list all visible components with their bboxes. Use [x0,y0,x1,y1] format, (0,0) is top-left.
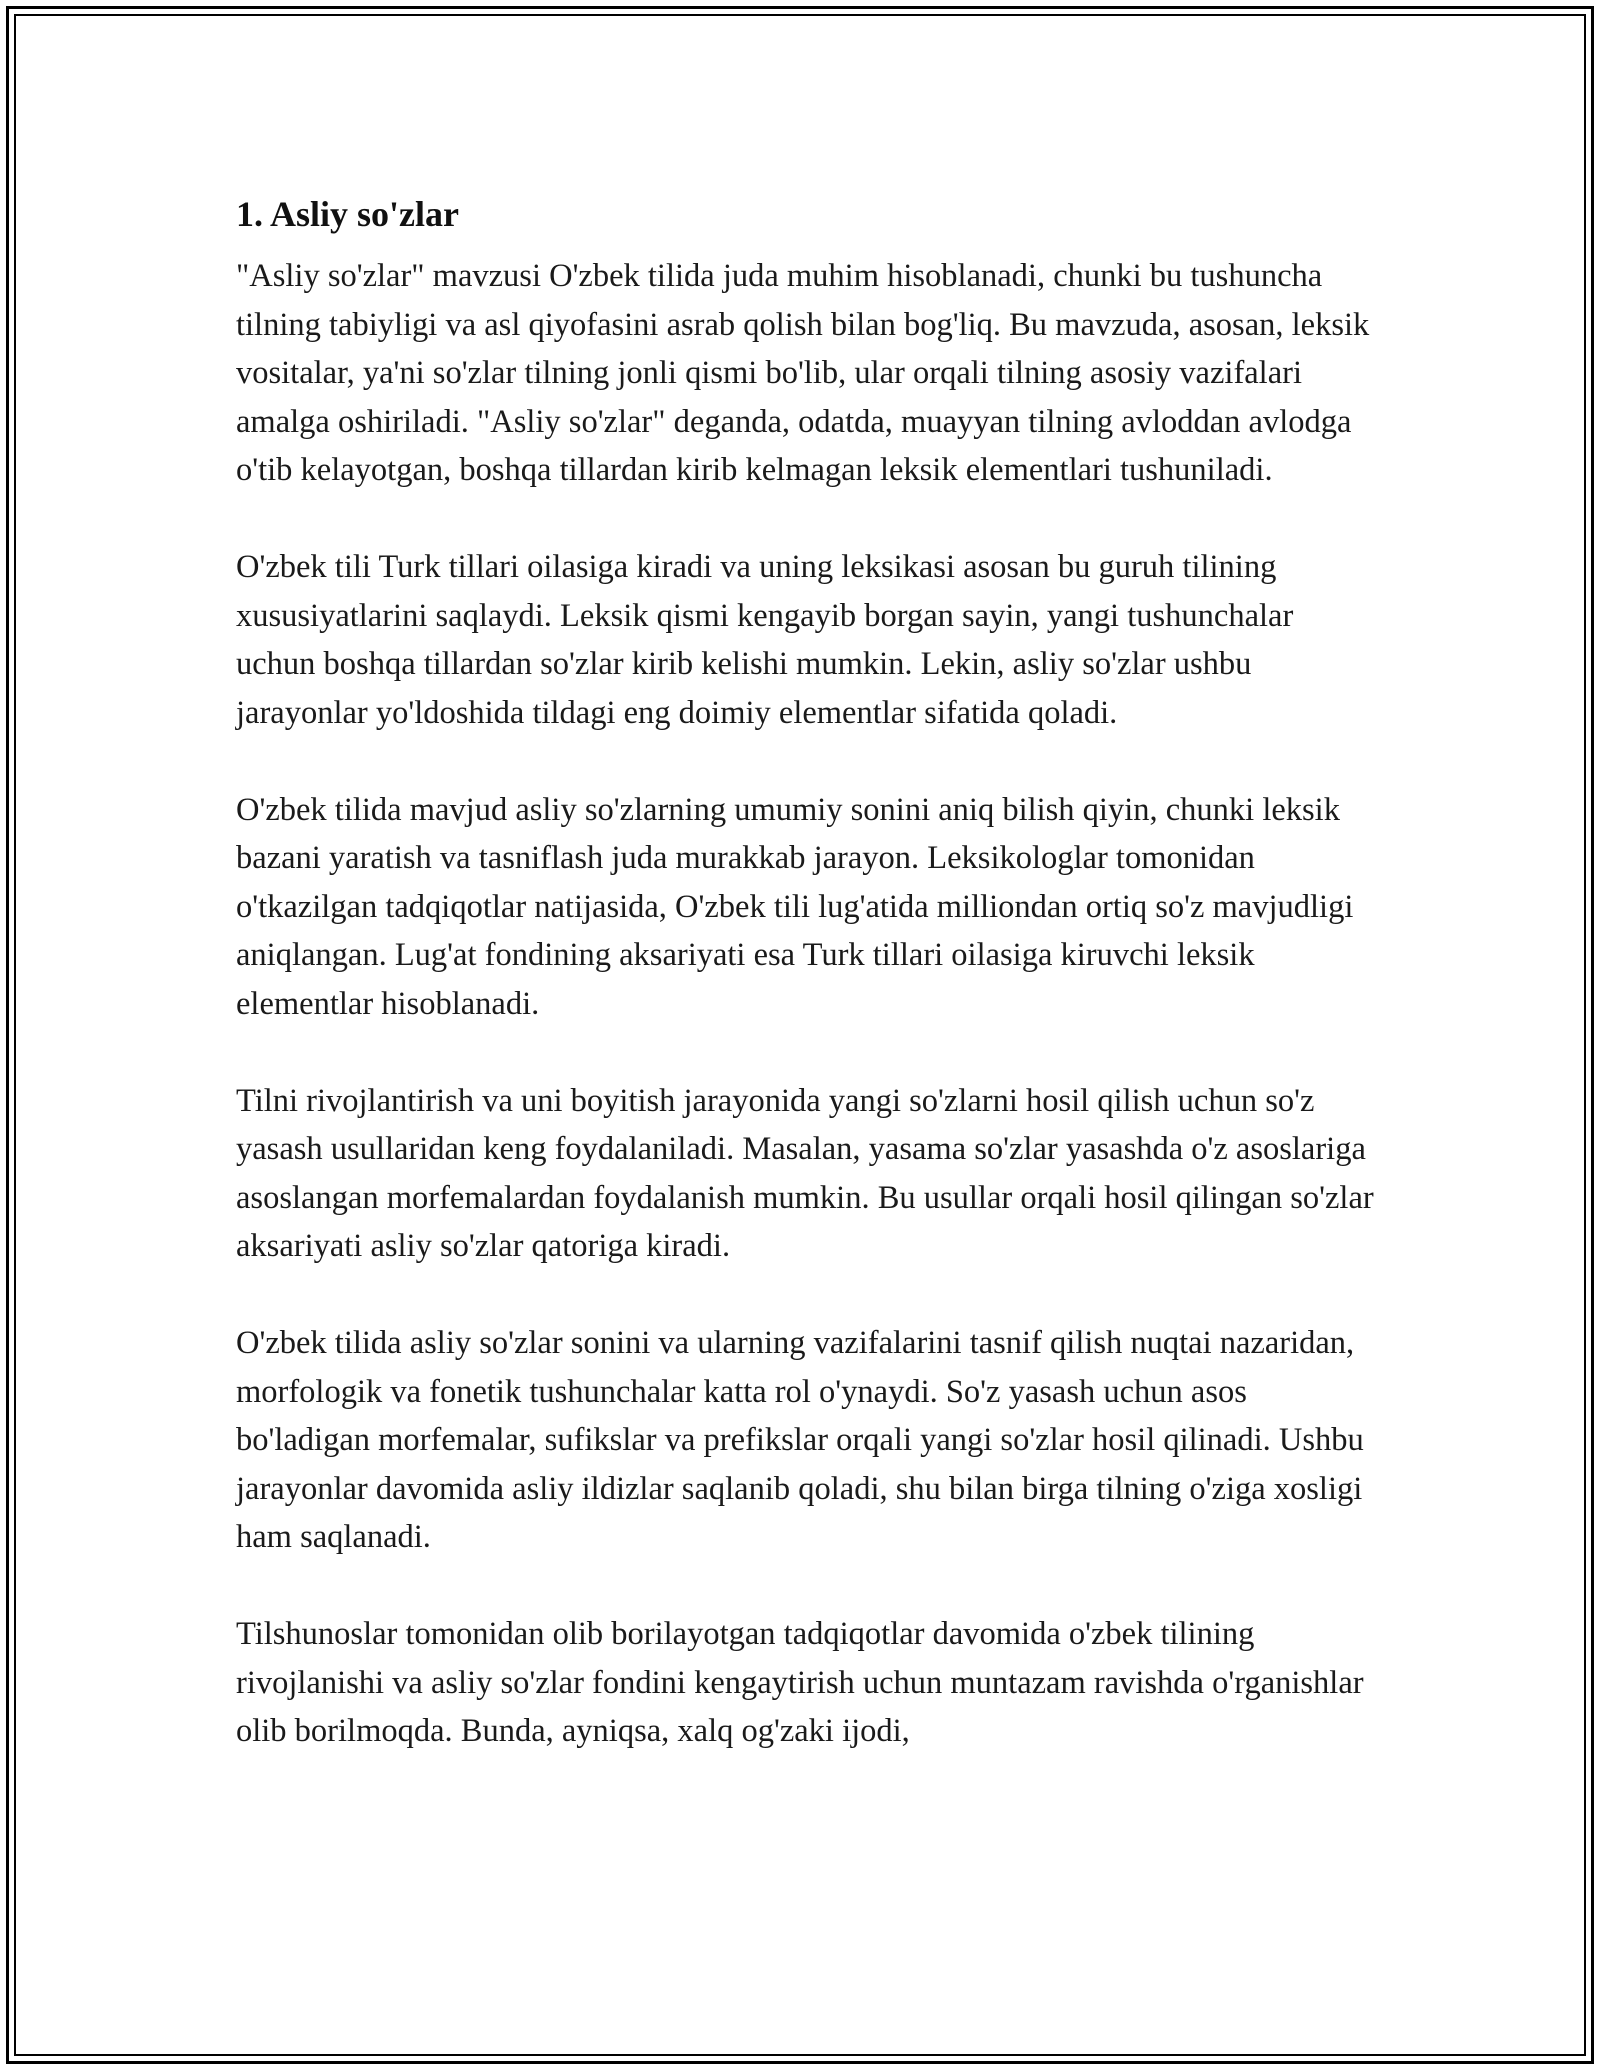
paragraph-4: Tilni rivojlantirish va uni boyitish jarayonida yangi so'zlarni hosil qilish uchun so'z yasash usullaridan keng foydalaniladi. Masalan, yasama so'zlar yasashda o'z asoslariga asoslangan morfemalardan foydalanish mumkin. Bu usullar orqali hosil qilingan so'zlar aksariyati asliy so'zlar qatoriga kiradi. [236,1082,1374,1264]
paragraph-2: O'zbek tili Turk tillari oilasiga kiradi va uning leksikasi asosan bu guruh tilining xususiyatlarini saqlaydi. Leksik qismi kengayib borgan sayin, yangi tushunchalar uchun boshqa tillardan so'zlar kirib kelishi mumkin. Lekin, asliy so'zlar ushbu jarayonlar yo'ldoshida tildagi eng doimiy elementlar sifatida qoladi. [236,549,1294,731]
paragraph-6: Tilshunoslar tomonidan olib borilayotgan tadqiqotlar davomida o'zbek tilining rivojlanishi va asliy so'zlar fondini kengaytirish uchun muntazam ravishda o'rganishlar olib borilmoqda. Bunda, ayniqsa, xalq og'zaki ijodi, [236,1616,1364,1749]
paragraph-1: "Asliy so'zlar" mavzusi O'zbek tilida juda muhim hisoblanadi, chunki bu tushuncha tilning tabiyligi va asl qiyofasini asrab qolish bilan bog'liq. Bu mavzuda, asosan, leksik vositalar, ya'ni so'zlar tilning jonli qismi bo'lib, ular orqali tilning asosiy vazifalari amalga oshiriladi. "Asliy so'zlar" deganda, odatda, muayyan tilning avloddan avlodga o'tib kelayotgan, boshqa tillardan kirib kelmagan leksik elementlari tushuniladi. [236,258,1370,488]
section-heading: 1. Asliy so'zlar [236,194,459,234]
document-body [236,188,1376,1756]
paragraph-3: O'zbek tilida mavjud asliy so'zlarning umumiy sonini aniq bilish qiyin, chunki leksik bazani yaratish va tasniflash juda murakkab jarayon. Leksikologlar tomonidan o'tkazilgan tadqiqotlar natijasida, O'zbek tili lug'atida milliondan ortiq so'z mavjudligi aniqlangan. Lug'at fondining aksariyati esa Turk tillari oilasiga kiruvchi leksik elementlar hisoblanadi. [236,791,1354,1022]
paragraph-5: O'zbek tilida asliy so'zlar sonini va ularning vazifalarini tasnif qilish nuqtai nazaridan, morfologik va fonetik tushunchalar katta rol o'ynaydi. So'z yasash uchun asos bo'ladigan morfemalar, sufikslar va prefikslar orqali yangi so'zlar hosil qilinadi. Ushbu jarayonlar davomida asliy ildizlar saqlanib qoladi, shu bilan birga tilning o'ziga xosligi ham saqlanadi. [236,1325,1364,1555]
